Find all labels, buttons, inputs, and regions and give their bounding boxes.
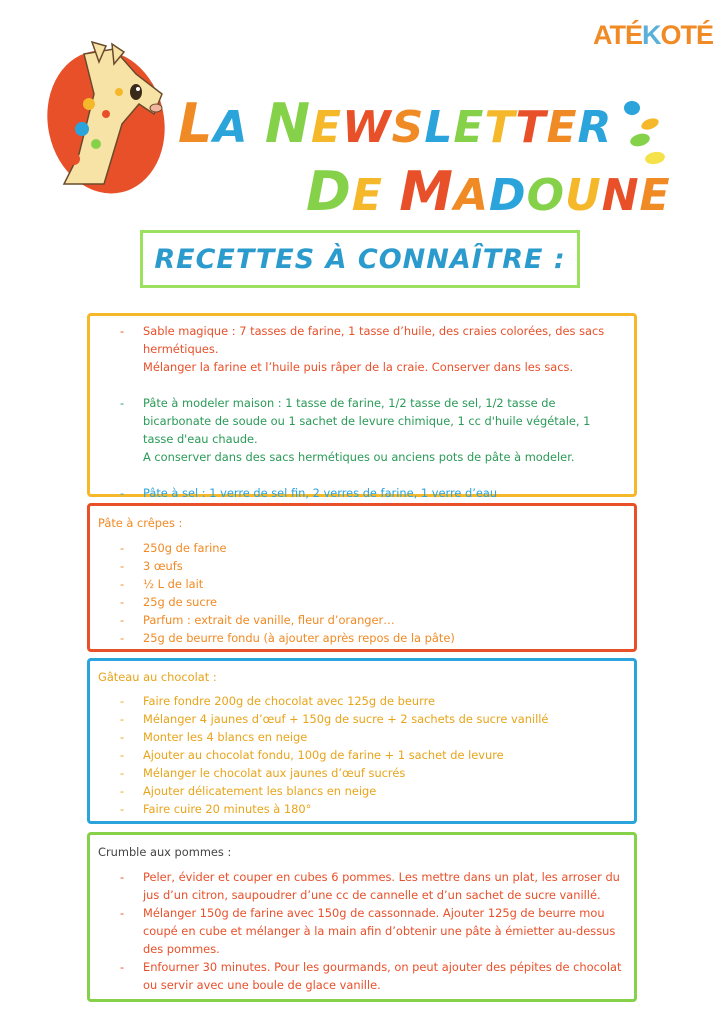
newsletter-title-line2 bbox=[306, 160, 671, 223]
recipe-heading: Crumble aux pommes : bbox=[98, 845, 232, 859]
list-item-pate-a-modeler bbox=[90, 394, 634, 466]
brand-logo-part3: OTÉ bbox=[660, 20, 714, 50]
list-item: - Mélanger le chocolat aux jaunes d’œuf sucrés bbox=[90, 764, 634, 782]
item-text: Sable magique : 7 tasses de farine, 1 tasse d’huile, des craies colorées, des sacs hermétiques. bbox=[143, 324, 605, 356]
list-item-sable-magique bbox=[90, 322, 634, 376]
title-letter: D bbox=[306, 160, 352, 223]
title-letter: E bbox=[453, 102, 485, 153]
list-item: - Mélanger 4 jaunes d’œuf + 150g de sucre + 2 sachets de sucre vanillé bbox=[90, 710, 634, 728]
list-item: - 250g de farine bbox=[90, 539, 634, 557]
item-text: A conserver dans des sacs hermétiques ou anciens pots de pâte à modeler. bbox=[143, 450, 575, 464]
title-letter: T bbox=[484, 102, 516, 153]
title-letter: E bbox=[546, 102, 578, 153]
list-item: - Ajouter au chocolat fondu, 100g de farine + 1 sachet de levure bbox=[90, 746, 634, 764]
item-text: Pâte à modeler maison : 1 tasse de farine, 1/2 tasse de sel, 1/2 tasse de bicarbonate de soude ou 1 sachet de levure chimique, 1 cc d'huile végétale, 1 tasse d'eau chaude. bbox=[143, 396, 591, 446]
list-item: - 3 œufs bbox=[90, 557, 634, 575]
title-letter: R bbox=[577, 102, 613, 153]
title-letter: L bbox=[424, 102, 454, 153]
brand-logo bbox=[593, 20, 713, 51]
title-letter: E bbox=[639, 170, 671, 221]
recipe-heading: Gâteau au chocolat : bbox=[98, 670, 217, 684]
recipe-heading: Pâte à crêpes : bbox=[98, 516, 183, 530]
title-letter: D bbox=[489, 170, 527, 221]
list-item: - Ajouter délicatement les blancs en neige bbox=[90, 782, 634, 800]
title-letter: U bbox=[564, 170, 602, 221]
subtitle-box bbox=[140, 230, 580, 288]
title-letter: A bbox=[213, 102, 249, 153]
list-item: - Peler, évider et couper en cubes 6 pommes. Les mettre dans un plat, les arroser du jus d’un citron, saupoudrer d’une cc de cannelle et d’un sachet de sucre vanillé. bbox=[90, 868, 634, 904]
title-letter: S bbox=[391, 102, 425, 153]
item-text: Pâte à sel : 1 verre de sel fin, 2 verres de farine, 1 verre d’eau bbox=[143, 486, 498, 500]
newsletter-title-line1 bbox=[178, 92, 612, 155]
list-item: - Faire cuire 20 minutes à 180° bbox=[90, 800, 634, 818]
brand-logo-part1: ATÉ bbox=[593, 20, 642, 50]
recipe-box-crumble bbox=[87, 832, 637, 1002]
brand-logo-part2: K bbox=[642, 20, 661, 50]
title-letter: A bbox=[453, 170, 490, 221]
title-letter: M bbox=[399, 160, 454, 223]
list-item: - Faire fondre 200g de chocolat avec 125g de beurre bbox=[90, 692, 634, 710]
title-letter: L bbox=[178, 92, 214, 155]
title-letter: W bbox=[342, 102, 392, 153]
list-item-pate-a-sel bbox=[90, 484, 634, 502]
title-letter: N bbox=[264, 92, 312, 155]
subtitle: RECETTES À CONNAÎTRE : bbox=[154, 243, 566, 275]
giraffe-illustration bbox=[44, 34, 174, 199]
title-letter: N bbox=[601, 170, 640, 221]
list-item: - Parfum : extrait de vanille, fleur d’oranger… bbox=[90, 611, 634, 629]
recipe-box-chocolate-cake bbox=[87, 658, 637, 824]
title-letter: T bbox=[515, 102, 547, 153]
title-letter: O bbox=[526, 170, 565, 221]
list-item: - 25g de sucre bbox=[90, 593, 634, 611]
list-item: - ½ L de lait bbox=[90, 575, 634, 593]
item-text: Mélanger la farine et l’huile puis râper de la craie. Conserver dans les sacs. bbox=[143, 360, 574, 374]
recipe-box-crepes bbox=[87, 503, 637, 652]
list-item: - Enfourner 30 minutes. Pour les gourmands, on peut ajouter des pépites de chocolat ou servir avec une boule de glace vanille. bbox=[90, 958, 634, 994]
title-letter bbox=[383, 170, 399, 221]
recipe-box-playdough bbox=[87, 313, 637, 500]
list-item: - Monter les 4 blancs en neige bbox=[90, 728, 634, 746]
list-item: - Mélanger 150g de farine avec 150g de cassonnade. Ajouter 125g de beurre mou coupé en cube et mélanger à la main afin d’obtenir une pâte à émietter au-dessus des pommes. bbox=[90, 904, 634, 958]
title-letter bbox=[248, 102, 264, 153]
title-letter: E bbox=[311, 102, 343, 153]
list-item: - 25g de beurre fondu (à ajouter après repos de la pâte) bbox=[90, 629, 634, 647]
title-letter: E bbox=[351, 170, 383, 221]
